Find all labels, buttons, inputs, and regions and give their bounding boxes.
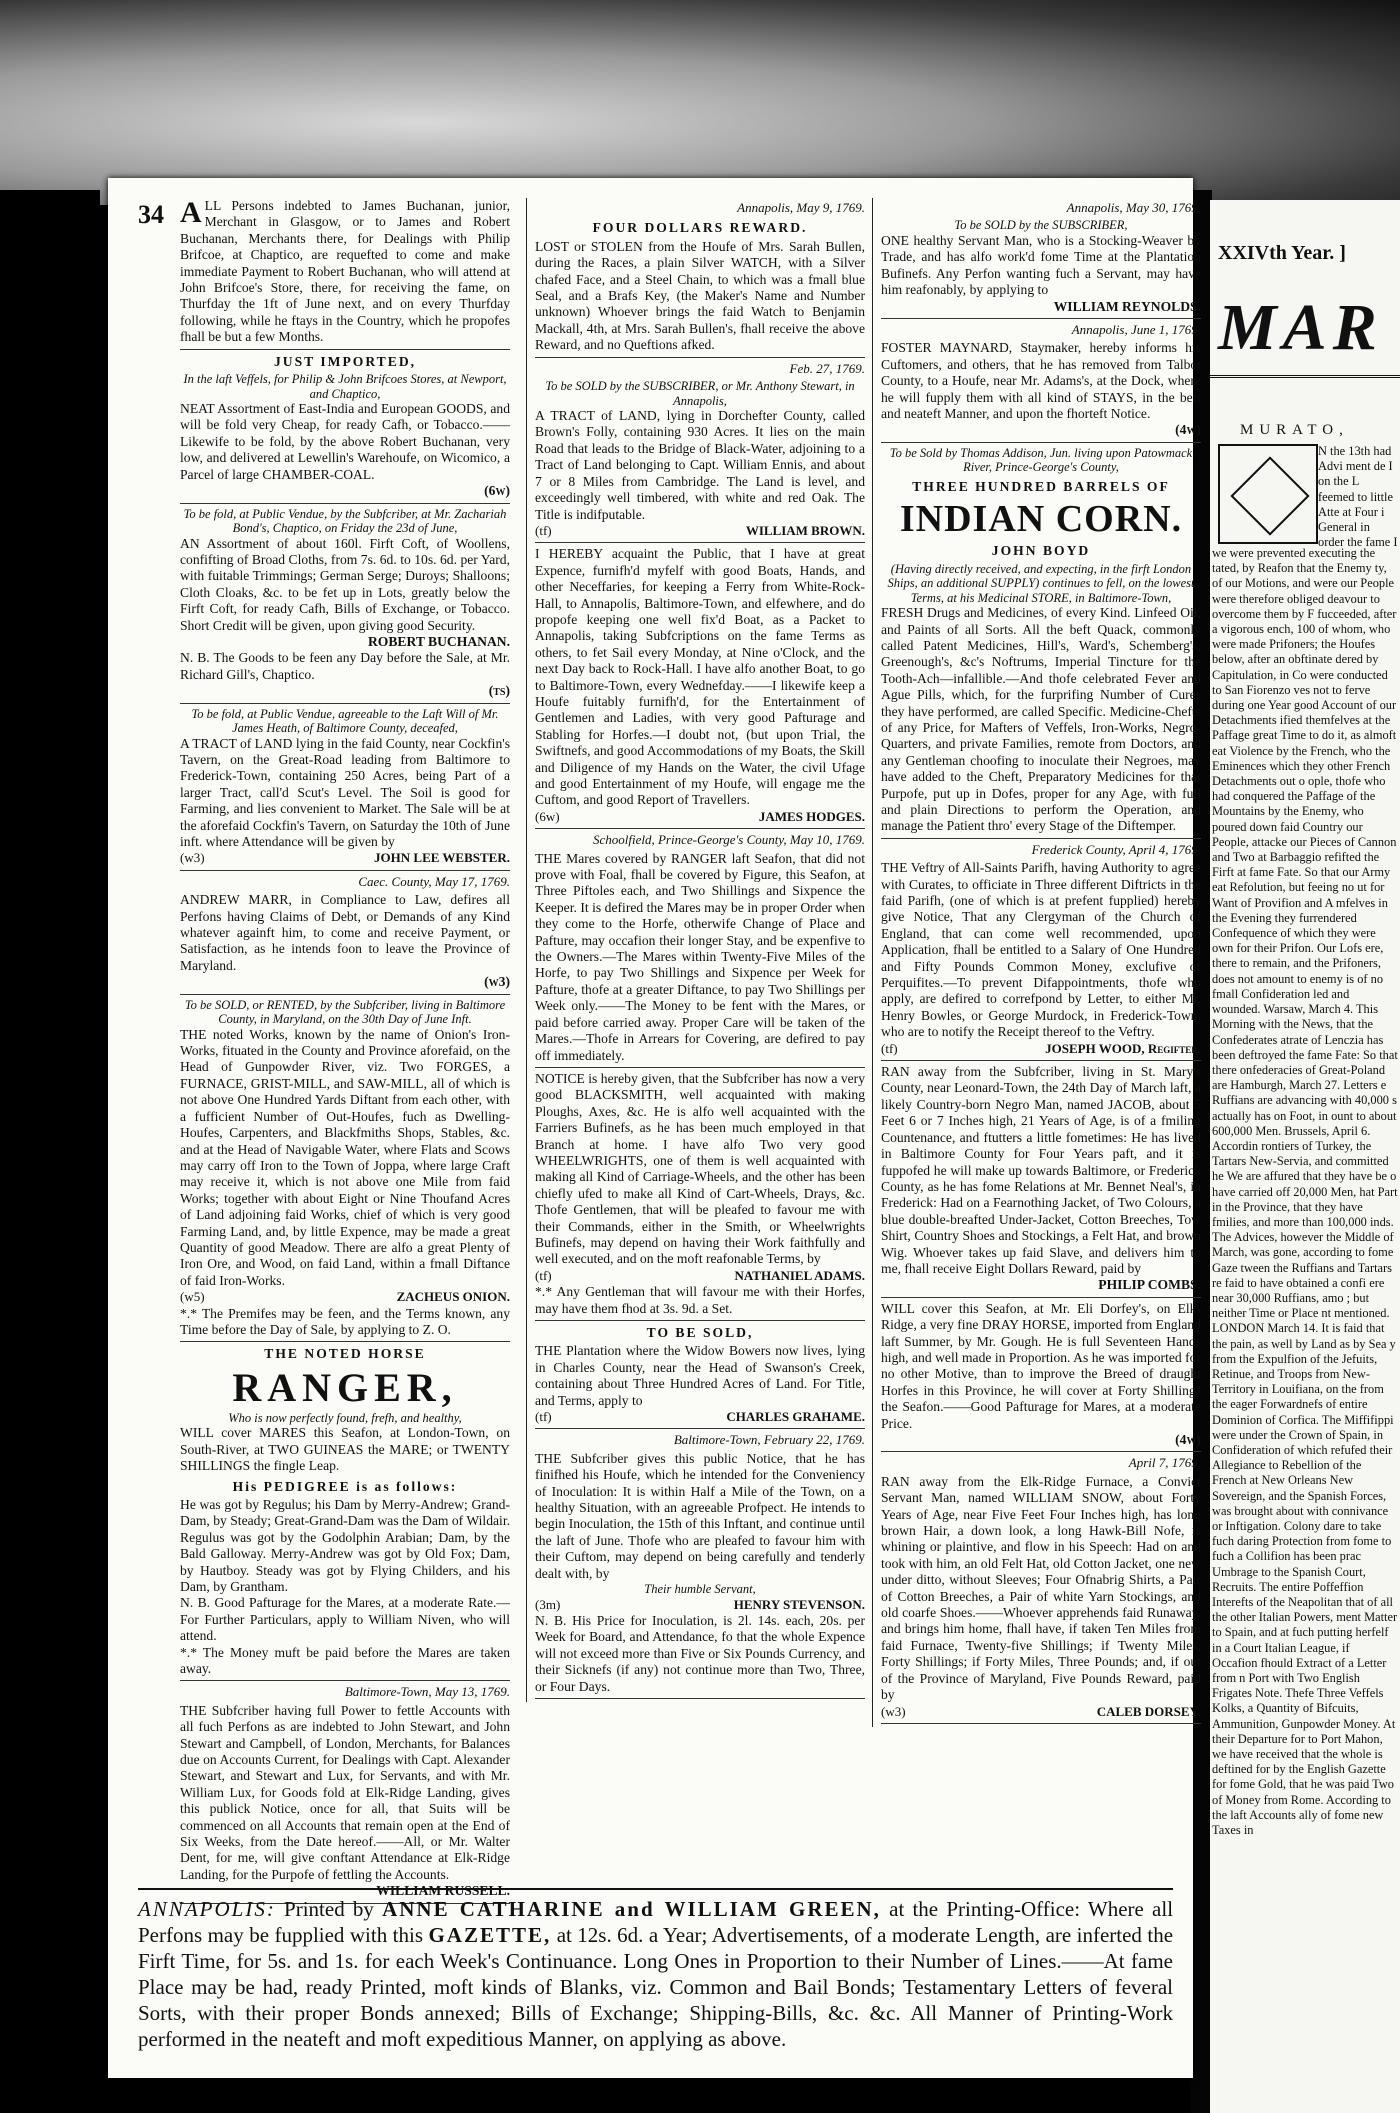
ad-signature: ZACHEUS ONION. [396,1289,510,1305]
ad-plantation-sale [535,1325,865,1429]
ad-signature: PHILIP COMBS. [1098,1277,1201,1293]
ad-text: THE Subfcriber gives this public Notice, that he has finifhed his Houfe, which he intended for the Conveniency of Inoculation: It is within Half a Mile of the Town, on a healthy Situation, with an agreeable Profpect. He intends to begin Inoculation, the 15th of this Inftant, and continue until the laft of June. Thofe who are pleafed to favour him with their Cuftom, may depend on being carefully and tenderly dealt with, by [535,1450,865,1581]
ad-text: FOSTER MAYNARD, Staymaker, hereby informs his Cuftomers, and others, that he has removed from Talbot County, to a Houfe, near Mr. Adams's, at the Dock, where he will fupply them with all kind of STAYS, in the beft and neateft Manner, and upon the fhorteft Notice. [881,340,1201,421]
imprint-text: at 12s. 6d. a Year; Advertisements, of a moderate Length, are inferted the Firft Time, for 5s. and 1s. for each Week's Continuance. Long Ones in Proportion to their Number of Lines.——At fame Place may be had, ready Printed, moft kinds of Blanks, viz. Common and Bail Bonds; Testamentary Letters of feveral Sorts, with their proper Bonds annexed; Bills of Exchange; Shipping-Bills, &c. &c. All Manner of Printing-Work performed in the neateft and moft expeditious Manner, on applying as above. [138,1923,1174,2051]
ad-text: RAN away from the Elk-Ridge Furnace, a Convict Servant Man, named WILLIAM SNOW, about Forty Years of Age, near Five Feet Four Inches high, has long brown Hair, a down look, a long Hawk-Bill Nofe, is whining or plaintive, and flow in his Speech: Had on and took with him, an old Felt Hat, old Cotton Jacket, one new under ditto, without Sleeves; Four Ofnabrig Shirts, a Pair of Cotton Breeches, a Pair of white Yarn Stockings, and old coarfe Shoes.——Whoever apprehends faid Runaway, and brings him home, fhall have, if taken Ten Miles from faid Furnace, Twenty-five Shillings; if Twenty Miles, Forty Shillings; if Forty Miles, Three Pounds; and, if out of the Province of Maryland, Five Pounds Reward, paid by [881,1473,1201,1703]
ad-signature-row [535,523,865,539]
noted-horse-heading: THE NOTED HORSE [264,1346,426,1362]
ad-date: Feb. 27, 1769. [789,360,865,376]
ad-signature-row [535,1409,865,1425]
ad-date: Annapolis, June 1, 1769. [1071,321,1201,337]
page-number: 34 [138,200,164,229]
ad-intro: To be fold, at Public Vendue, by the Subfcriber, at Mr. Zachariah Bond's, Chaptico, on Friday the 23d of June, [183,506,507,535]
drop-cap: A [180,196,202,229]
ad-text: LOST or STOLEN from the Houfe of Mrs. Sarah Bullen, during the Races, a plain Silver WATCH, with a Silver chafed Face, and a Steel Chain, to which was a fmall blue Seal, and a Brafs Key, (the Maker's Name and Number unknown) Whoever brings the faid Watch to Benjamin Mackall, 4th, at Mrs. Sarah Bullen's, fhall receive the above Reward, and no Queftions afked. [535,238,865,353]
facing-heading: MURATO, [1240,422,1349,438]
imprint-printers: ANNE CATHARINE and WILLIAM GREEN, [382,1897,881,1921]
ad-signature: JOHN LEE WEBSTER. [374,850,510,866]
ad-text: RAN away from the Subfcriber, living in St. Mary's County, near Leonard-Town, the 24th Day of March laft, a likely Country-born Negro Man, named JACOB, about 5 Feet 6 or 7 Inches high, 21 Years of Age, is of a fmiling Countenance, and ftutters a little fometimes: He has lived in Baltimore County for Four Years paft, and it is fuppofed he will make up towards Baltimore, or Frederick County, as he has fome Relations at Mr. Bennet Neal's, in Frederick: Had on a Fearnothing Jacket, of Two Colours, a blue double-breafted Under-Jacket, Cotton Breeches, Tow Shirt, Country Shoes and Stockings, a Felt Hat, and brown Wig. Whoever takes up faid Slave, and delivers him to me, fhall receive Eight Dollars Reward, paid by [881,1064,1201,1276]
ad-text: AN Assortment of about 160l. Firft Coft, of Woollens, confifting of Broad Cloths, from 7s. 6d. to 10s. 6d. per Yard, with fuitable Trimmings; German Serge; Duroys; Shalloons; Cloth Cloaks, &c. to be fet up in Lots, greatly below the Firft Coft, for ready Cafh, Bills of Exchange, or Tobacco. Short Credit will be given, upon giving good Security. [180,535,510,633]
ad-signature: ROBERT BUCHANAN. [367,633,510,649]
footer-rule [138,1888,1173,1890]
ad-east-india-goods [180,401,510,503]
ad-note: *.* The Premifes may be feen, and the Terms known, any Time before the Day of Sale, by applying to [180,1305,510,1337]
ad-mark: (w3) [484,974,510,990]
ad-onion-iron-works [180,998,510,1343]
ad-signature-row [881,1041,1201,1057]
ad-william-russell [180,1684,510,1903]
ad-text: THE Subfcriber having full Power to fettle Accounts with all fuch Perfons as are indebted to John Stewart, and John Stewart and Campbell, of London, Merchants, for Balances due on Accounts Current, for Dealings with Capt. Alexander Stewart, and Stewart and Lux, for Servants, and with Mr. William Lux, for Goods fold at Elk-Ridge Landing, gives this publick Notice, once for all, that Suits will be commenced on all Accounts that remain open at the End of Six Weeks, from the Date hereof.——All, or Mr. Walter Dent, for me, will give conftant Attendance at Elk-Ridge Landing, for the Purpofe of fettling the Accounts. [180,1702,510,1882]
imprint-place: ANNAPOLIS: [138,1897,276,1921]
ad-date: Schoolfield, Prince-George's County, May 10, 1769. [593,832,865,848]
ad-lost-watch [535,200,865,358]
facing-page [1210,200,1400,2113]
john-boyd-heading: JOHN BOYD [991,543,1091,559]
ad-blacksmith [535,1071,865,1321]
ad-signature: JOSEPH WOOD, Regifter. [1045,1040,1201,1056]
imprint-text: Printed by [284,1897,374,1921]
scan-background-top [0,0,1400,205]
ad-signature-row [535,809,865,825]
ad-mark: (w5) [180,1289,205,1305]
ad-signature-row [180,1289,510,1305]
ad-intro: To be Sold by Thomas Addison, Jun. living upon Patowmack River, Prince-George's County, [889,445,1193,475]
ad-mark: (w3) [881,1703,906,1719]
ad-signature: JAMES HODGES. [758,808,865,824]
ad-mark: (tf) [535,522,552,538]
ad-servant-stocking-weaver [881,200,1201,319]
ad-text: ONE healthy Servant Man, who is a Stocking-Weaver by Trade, and has alfo work'd fome Time at the Plantation Bufinefs. Any Perfon wanting fuch a Servant, may have him reafonably, by applying to [881,232,1201,298]
ad-heath-land [180,707,510,871]
ad-heading: TO BE SOLD, [646,1325,754,1340]
binding-left-edge [0,190,100,2080]
ad-note: N. B. The Goods to be feen any Day before the Sale, at Mr. Richard Gill's, Chaptico. [180,650,510,682]
ad-signature: WILLIAM BROWN. [745,522,865,538]
ad-inoculation [535,1432,865,1699]
column-1 [180,198,510,1907]
ad-text: LL Persons indebted to James Buchanan, junior, Merchant in Glasgow, or to James and Robert Buchanan, Merchants there, for Dealings with Philip Brifcoe, at Chaptico, are requefted to come and make immediate Payment to Robert Buchanan, who will attend at John Brifcoe's Store, there, for receiving the fame, on Thurfday the 1ft of June next, and on every Thurfday following, while he ftays in the Country, which he propofes fhall be but a few Months. [180,198,510,345]
ad-andrew-marr [180,874,510,995]
ad-closing: Their humble Servant, [644,1582,756,1597]
ad-note: N. B. His Price for Inoculation, is 2l. 14s. each, 20s. per Week for Board, and Attendance, fo that the whole Expence will not exceed more than Five or Six Pounds Currency, and their Sicknefs (if any) not continue more than Two, Three, or Four Days. [535,1613,865,1694]
ad-heading: THREE HUNDRED BARRELS OF [912,478,1170,494]
facing-rule [1210,375,1400,378]
ad-foster-maynard [881,322,1201,443]
ad-intro: To be SOLD by the SUBSCRIBER, or Mr. Anthony Stewart, in Annapolis, [545,379,855,408]
facing-text-b: we were prevented executing the tated, by Reafon that the Enemy ty, of our Motions, and were our People were therefore obliged deavour to overcome them by F fucceeded, after a vigorous ench, 100 of whom, who were made Prifoners; the Houfes below, after an obftinate dered by Capitulation, in Co were conducted to San Fiorenzo ves not to ferve during one Year good Account of our Detachments ified themfelves at the Paffage great Time to do it, as almoft eat Violence by the French, who the Eminences which they other French Detachments out o ople, thofe who had conquered the Paffage of the Mountains by the Enemy, who poured down faid Country our People, attacke our Pieces of Cannon and Two at Barbaggio refifted the Firft at fame Fate. So that our Army eat Refolution, but feeing no ut for Want of Provifion and A mfelves in the Evening they furrendered Confequence of which they were own for their Prifon. Our Lofs ere, there to remain, and the Prifoners, does not amount to enemy is of no fmall Confideration led and wounded. Warsaw, March 4. This Morning with the News, that the Confederates atrate of Lenczia has been deftroyed the fame Fate: So that there onfederacies of Great-Poland are Hamburgh, March 27. Letters e Ruffians are advancing with 40,000 s actually has on Foot, in ount to about 600,000 Men. Brussels, April 6. Accordin rontiers of Turkey, the Tartars New-Servia, and committed he We are affured that they have be o have carried off 20,000 Men, hat Part in the Province, that they have fmilies, and more than 100,000 inds. The Advices, however the Middle of March, was gone, according to fome Gaze tween the Ruffians and Tartars re faid to have obtained a confi ere near 30,000 Ruffians, amo ; but neither Time or Place nt mentioned. LONDON March 14. It is faid that the pain, as well by Land as by Sea y from the Expulfion of the Jefuits, Retinue, and Troops from New-Territory in Louifiana, on the from the eager Forwardnefs of entire Dominion of Corfica. The Miffifippi were under the Crown of Spain, in Confideration of which refufed their Allegiance to Rebellion of the French at New Orleans New Sovereign, and the Spanish Forces, was brought about with connivance or Inftigation. Colony dare to take fuch daring Protection from fome to fuch a Collifion has been prac Umbrage to the Spanish Court, Recruits. The entire Poffeffion Interefts of the Neapolitan that of all the other Italian Powers, ment Matter to Spain, and at fuch putting herfelf in a Court Italian League, if Occafion fhould Extract of a Letter from n Port with Two English Frigates Note. Thefe Three Veffels Kolks, a Quantity of Bifcuits, Ammunition, Gunpowder Money. At their Departure for to Port Mahon, we have received that the whole is deftined for by the English Gazette for fome Gold, that he was paid Two of Money from Rome. According to the laft Accounts ally of fome new Taxes in [1212,546,1398,1838]
ad-signature: HENRY STEVENSON. [733,1596,865,1612]
ad-note: *.* Any Gentleman that will favour me with their Horfes, may have them fhod at 3s. 9d. a Set. [535,1284,865,1316]
ad-intro: To be SOLD, or RENTED, by the Subfcriber, living in Baltimore County, in Maryland, on the 30th Day of June Inft. [184,997,506,1027]
facing-text-a: N the 13th had Advi ment de I on the L feemed to little Atte at Four i General in order the fame I [1318,444,1398,550]
ad-text: FRESH Drugs and Medicines, of every Kind. Linfeed Oil, and Paints of all Sorts. All the beft Quack, commonly called Patent Medicines, Hill's, Ward's, Schemberg's, Greenough's, &c's Noftrums, Imperial Tincture for the Tooth-Ach—infallible.—And thofe celebrated Fever and Ague Pills, which, for the furprifing Number of Cures they have performed, are called Specific. Medicine-Chefts of any Price, for Mafters of Veffels, Iron-Works, Negro-Quarters, and private Families, remote from Doctors, and any Gentleman choofing to inoculate their Negroes, may have added to the Cheft, Preparatory Medicines for that Purpofe, put up in Dofes, proper for any Age, with full and plain Directions to perform the Operation, and manage the Patient thro' every Stage of the Diftemper. [881,605,1201,834]
printer-imprint [138,1896,1173,2052]
ad-intro: To be SOLD by the SUBSCRIBER, [954,218,1128,233]
ad-text: THE noted Works, known by the name of Onion's Iron-Works, fituated in the County and Province aforefaid, on the Head of Gunpowder River, viz. Two FORGES, a FURNACE, GRIST-MILL, and SAW-MILL, all of which is not above One Hundred Yards Diftant from each other, with a fufficient Number of Out-Houfes, fuch as Dwelling-Houfes, Carpenters, and Blackfmiths Shops, Stables, &c. and at the Head of Navigable Water, where Flats and Scows may carry off Iron to the Town of Joppa, where large Craft may receive it, which is not above one Mile from faid Works; together with about Eight or Nine Thoufand Acres of Land adjoining faid Works, chief of which is very good Farming Land, and, by little Expence, may be made a great Quantity of good Meadow. There are alfo a great Plenty of Iron Ore, and Wood, on faid Land, within a fmall Diftance of faid Iron-Works. [180,1026,510,1288]
ad-text: A TRACT of LAND, lying in Dorchefter County, called Brown's Folly, containing 930 Acres. It lies on the main Road that leads to the Bridge of Black-Water, adjoining to a Tract of Land belonging to Capt. William Ennis, and about 7 or 8 Miles from Cambridge. The Land is level, and exceedingly well timbered, with white and red Oak. The Title is indifputable. [535,408,865,522]
ad-signature-row [881,1704,1201,1720]
ad-ferry-hodges [535,546,865,829]
ad-dray-horse [881,1301,1201,1453]
ad-text: I HEREBY acquaint the Public, that I have at great Expence, furnifh'd myfelf with good Boats, Hands, and other Neceffaries, for keeping a Ferry from White-Rock-Hall, to Annapolis, Baltimore-Town, and elfewhere, and do propofe keeping one well fix'd Boat, as a Packet to Annapolis, taking Subfcriptions on the fame Terms as others, to fet Sail every Monday, at Nine o'Clock, and the next Day back to Rock-Hall. I have alfo another Boat, to go to Baltimore-Town, every Wednefday.——I likewife keep a Houfe fuitably furnifh'd, for the Entertainment of Gentlemen and Ladies, with very good Pafturage and Stabling for Horfes.—I doubt not, (but upon Trial, the Swiftnefs, and good Accommodations of my Boats, the Skill and Diligence of my Hands on the Water, the civil Ufage and good Entertainment of my Houfe, will engage me the Cuftom, and good Report of Travellers. [535,546,865,808]
ad-woollens-vendue [180,507,510,704]
newspaper-page [108,178,1201,2078]
ad-browns-folly [535,361,865,544]
ad-all-saints-vestry [881,842,1201,1061]
pedigree-heading: His PEDIGREE is as follows: [232,1478,458,1494]
ad-text: NEAT Assortment of East-India and European GOODS, and will be fold very Cheap, for ready Cafh, or Tobacco.——Likewife to be fold, by the above Robert Buchanan, very low, and delivered at Lewellin's Warehoufe, on Wicomico, a Parcel of large CHAMBER-COAL. [180,401,510,482]
ad-signature: NATHANIEL ADAMS. [734,1267,865,1283]
facing-year: XXIVth Year. ] [1218,242,1346,264]
ad-signature: WILLIAM RUSSELL. [376,1883,510,1899]
just-imported-heading: JUST IMPORTED, [273,353,417,369]
imprint-gazette: GAZETTE, [428,1923,552,1947]
ad-ranger [180,1425,510,1681]
ad-date: Annapolis, May 9, 1769. [737,200,865,215]
pedigree-text: He was got by Regulus; his Dam by Merry-Andrew; Grand-Dam, by Steady; Great-Grand-Dam was the Dam of Wildair. Regulus was got by the Godolphin Arabian; Dam, by the Bald Galloway. Merry-Andrew was got by Old Fox; Dam, by Hautboy. Steady was got by Flying Childers, and his Dam, by Grantham. [180,1496,510,1594]
ad-signature: CHARLES GRAHAME. [726,1409,865,1425]
ad-text: THE Mares covered by RANGER laft Seafon, that did not prove with Foal, fhall be covered by Figure, this Seafon, at Three Piftoles each, and Two Shillings and Sixpence the Keeper. It is defired the Mares may be in proper Order when they come to the Horfe, otherwife Change of Place and Pafture, may occafion their longer Stay, and be expenfive to the Owners.—The Mares within Twenty-Five Miles of the Horfe, to pay Two Shillings and Sixpence per Week for Pafture, thofe at a greater Diftance, to pay Two Shillings per Week only.——The Money to be fent with the Mares, or paid before carried away. Proper Care will be taken of the Mares.—Thofe in Arrears for Covering, are defired to pay off immediately. [535,850,865,1063]
ad-mark: (w3) [180,850,205,866]
column-2 [526,198,865,1702]
ad-mark: (tf) [535,1409,552,1425]
ad-mark: (ts) [488,683,510,699]
ad-note: N. B. Good Pafturage for the Mares, at a moderate Rate.—For Further Particulars, apply to William Niven, who will attend. [180,1595,510,1644]
ad-text: THE Plantation where the Widow Bowers now lives, lying in Charles County, near the Head of Swanson's Creek, containing about Three Hundred Acres of Land. For Title, and Terms, apply to [535,1343,865,1408]
ad-date: April 7, 1769. [1128,1455,1201,1471]
ad-mark: (6w) [535,808,560,824]
ad-heading: FOUR DOLLARS REWARD. [592,220,808,236]
ad-signature-row [535,1268,865,1284]
ad-mares-figure [535,832,865,1068]
ornament-initial-icon [1218,444,1318,544]
ad-mark: (tf) [881,1040,898,1056]
ad-text: THE Veftry of All-Saints Parifh, having Authority to agree with Curates, to officiate in Three different Diftricts in the faid Parifh, (one of which is at prefent fupplied) hereby give Notice, That any Clergyman of the Church of England, that can come well recommended, upon Application, fhall be entitled to a Salary of One Hundred and Fifty Pounds Common Money, exclufive of Perquifites.—To prevent Difappointments, thofe who apply, are defired to correfpond by Letter, to either Mr. Henry Bowles, or George Murdock, in Frederick-Town, who are to notify the Receipt thereof to the Veftry. [881,860,1201,1040]
ad-mark: (tf) [535,1267,552,1283]
ad-text: A TRACT of LAND lying in the faid County, near Cockfin's Tavern, on the Great-Road leading from Baltimore to Frederick-Town, containing 250 Acres, being Part of a larger Tract, call'd Scut's Level. The Soil is good for Farming, and lies convenient to Market. The Sale will be at the aforefaid Cockfin's Tavern, on Saturday the 10th of June inft. where Attendance will be given by [180,735,510,849]
ad-note-signature: Z. O. [422,1321,451,1337]
ad-indian-corn-and-drugs [881,446,1201,839]
ad-signature: WILLIAM REYNOLDS. [1053,298,1201,314]
ad-runaway-jacob [881,1064,1201,1298]
ad-mark: (3m) [535,1596,561,1612]
ad-subheading: (Having directly received, and expecting, in the firft London Ships, an additional SUPPLY) continues to fell, on the lowest Terms, at his Medicinal STORE, in Baltimore-Town, [887,561,1195,605]
ad-mark: (6w) [484,483,510,499]
indian-corn-heading: INDIAN CORN. [899,498,1183,541]
ad-text: NOTICE is hereby given, that the Subfcriber has now a very good BLACKSMITH, well acquainted with making Ploughs, Axes, &c. He is alfo well acquainted with the Farriers Bufinefs, as he has been much employed in that Branch at home. I have alfo Two very good WHEELWRIGHTS, one of them is well acquainted with making all Kind of Carriage-Wheels, and the other has been chiefly ufed to make all Kind of Cart-Wheels, Drays, &c. Thofe Gentlemen, that will be pleafed to favour me with their Commands, either in the Smith, or Wheelwrights Bufinefs, may depend on having their Work faithfully and well executed, and on the moft reafonable Terms, by [535,1070,865,1267]
ad-mark: (4w) [1175,1432,1201,1447]
ad-signature-row [180,850,510,866]
ad-mark: (4w) [1175,422,1201,438]
ranger-heading: RANGER, [232,1364,458,1410]
ad-text: WILL cover this Seafon, at Mr. Eli Dorfey's, on Elk-Ridge, a very fine DRAY HORSE, imported from England laft Summer, by Mr. Gough. He is full Seventeen Hands high, and well made in Proportion. As he was imported for no other Motive, than to improve the Breed of draught Horfes in this Province, he will cover at Forty Shillings the Seafon.——Good Pafturage for Mares, at a moderate Price. [881,1300,1201,1431]
ad-date: Caec. County, May 17, 1769. [358,873,510,889]
column-3 [872,198,1201,1727]
ad-signature: CALEB DORSEY. [1096,1703,1201,1719]
ad-date: Annapolis, May 30, 1769. [1066,200,1201,215]
facing-title: MAR [1218,291,1383,364]
ad-text: ANDREW MARR, in Compliance to Law, defires all Perfons having Claims of Debt, or Demands of any Kind whatever againft him, to come and receive Payment, or Satisfaction, as he intends foon to leave the Province of Maryland. [180,892,510,973]
ad-date: Baltimore-Town, May 13, 1769. [344,1684,510,1700]
ad-note: *.* The Money muft be paid before the Mares are taken away. [180,1644,510,1676]
ad-signature-row [535,1597,865,1613]
ad-text: WILL cover MARES this Seafon, at London-Town, on South-River, at TWO GUINEAS the MARE; or TWENTY SHILLINGS the fingle Leap. [180,1425,510,1474]
ranger-subheading: Who is now perfectly found, frefh, and healthy, [228,1410,462,1425]
ad-date: Frederick County, April 4, 1769. [1031,841,1201,857]
imprint-text: at the Printing-Office: Where all Perfons may be fupplied with this [138,1897,1174,1947]
imported-subheading: In the laft Veffels, for Philip & John Brifcoes Stores, at Newport, and Chaptico, [183,372,507,401]
ad-runaway-william-snow [881,1455,1201,1724]
ad-intro: To be fold, at Public Vendue, agreeable to the Laft Will of Mr. James Heath, of Baltimore County, deceafed, [191,706,499,736]
ad-buchanan-debts [180,198,510,350]
ad-date: Baltimore-Town, February 22, 1769. [673,1432,865,1448]
